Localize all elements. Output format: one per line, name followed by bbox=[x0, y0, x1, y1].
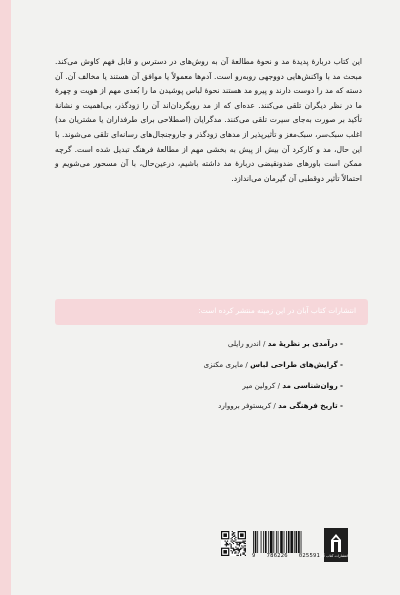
barcode-digit-group: 786226 bbox=[266, 553, 288, 559]
book-author: اندرو رایلی bbox=[227, 339, 261, 348]
barcode-digits bbox=[252, 553, 320, 561]
qr-code bbox=[221, 531, 246, 556]
book-dash: - bbox=[340, 359, 343, 369]
publisher-note-banner bbox=[55, 299, 368, 325]
description-paragraph: این کتاب دربارهٔ پدیدهٔ مد و نحوهٔ مطالعهٔ آن به روش‌های در دسترس و قابل فهم کاوش می‌کند. مبحث مد با واکنش‌هایی دووجهی روبه‌رو است. آدم‌ها معمولاً یا موافق آن هستند یا مخالف آن. آن دسته که مد را دوست دارند و پیرو مد هستند نحوهٔ لباس پوشیدن ما را بُعدی مهم از هویت و چهرهٔ ما در نظر دیگران تلقی می‌کنند. عده‌ای که از مد رویگردان‌اند آن را زودگذر، بی‌اهمیت و نشانهٔ تأکید بر صورت به‌جای سیرت تلقی می‌کنند. مدگرایان (اصطلاحی برای طرفداران یا مشتریان مد) اغلب سبک‌سر، سبک‌مغز و تأثیرپذیر از مدهای زودگذر و جاروجنجال‌های رسانه‌ای تلقی می‌شوند. با این حال، مد و کارکرد آن بیش از پیش به بخشی مهم از مطالعهٔ فرهنگ تبدیل شده است. گرچه ممکن است باورهای ضدونقیضی دربارهٔ مد داشته باشیم، درعین‌حال، با آن مسحور می‌شویم و احتمالاً تأثیر دوقطبی آن گیرمان می‌اندازد. bbox=[55, 57, 362, 183]
book-dash: - bbox=[340, 339, 343, 348]
qr-code-icon bbox=[221, 531, 246, 556]
book-title: درآمدی بر نظریهٔ مد bbox=[267, 339, 338, 348]
barcode-icon bbox=[252, 531, 320, 553]
publisher-logo bbox=[319, 528, 348, 562]
book-author: کرولین میر bbox=[242, 380, 276, 390]
isbn-barcode bbox=[252, 531, 320, 561]
list-item bbox=[123, 340, 343, 350]
book-separator: / bbox=[273, 401, 276, 411]
book-author: مایری مکنزی bbox=[203, 359, 244, 369]
book-dash: - bbox=[340, 401, 343, 411]
pink-edge-strip bbox=[0, 0, 11, 595]
book-separator: / bbox=[245, 359, 248, 369]
publisher-logo-text: انتشارات کتاب آبان bbox=[319, 554, 348, 558]
book-separator: / bbox=[277, 380, 281, 390]
list-item bbox=[123, 382, 343, 392]
barcode-digit-group: 9 bbox=[252, 553, 256, 559]
list-item bbox=[123, 361, 343, 371]
book-title: گرایش‌های طراحی لباس bbox=[250, 359, 338, 369]
publisher-note-text: انتشارات کتاب آبان در این زمینه منتشر کرده است: bbox=[198, 306, 356, 315]
book-title: روان‌شناسی مد bbox=[282, 380, 338, 390]
publisher-logo-icon bbox=[328, 533, 344, 553]
book-author: کریستوفر برووارد bbox=[218, 401, 272, 411]
barcode-digit-group: 025591 bbox=[298, 553, 320, 559]
book-description bbox=[55, 55, 362, 186]
related-books-list bbox=[123, 340, 343, 423]
list-item bbox=[123, 402, 343, 412]
book-title: تاریخ فرهنگی مد bbox=[278, 401, 338, 411]
book-separator: / bbox=[263, 339, 266, 348]
book-dash: - bbox=[340, 380, 343, 390]
